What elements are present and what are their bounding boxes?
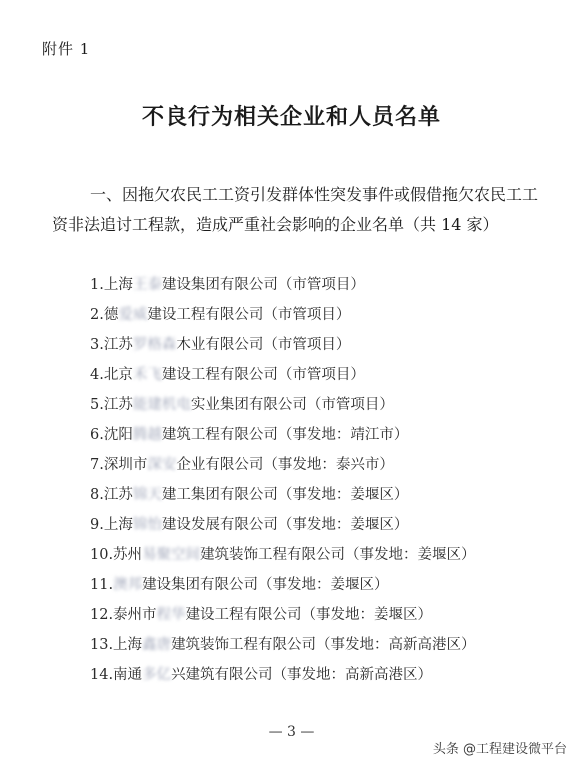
company-list-item <box>90 420 476 450</box>
company-list-item <box>90 600 476 630</box>
company-list-item <box>90 330 476 360</box>
company-name-redacted: 锦怡 <box>132 517 162 533</box>
company-list <box>90 270 476 690</box>
company-name-redacted: 爱威 <box>118 307 148 323</box>
company-list-item <box>90 270 476 300</box>
company-text-post: 兴建筑有限公司（事发地：高新高港区） <box>171 667 433 683</box>
company-name-redacted: 程华 <box>156 607 186 623</box>
company-text-post: 建设工程有限公司（事发地：姜堰区） <box>185 607 433 623</box>
company-name-redacted: 罗格森 <box>132 337 177 353</box>
company-text-post: 建设集团有限公司（事发地：姜堰区） <box>142 577 389 593</box>
document-title: 不良行为相关企业和人员名单 <box>141 104 441 130</box>
company-name-redacted: 鑫唐 <box>142 637 172 653</box>
company-text-pre: 11. <box>90 577 114 593</box>
company-text-post: 建设工程有限公司（市管项目） <box>161 367 365 383</box>
company-text-pre: 4.北京 <box>90 367 133 383</box>
company-name-redacted: 易聚空间 <box>142 547 201 563</box>
company-text-post: 建设发展有限公司（事发地：姜堰区） <box>161 517 409 533</box>
company-list-item <box>90 660 476 690</box>
company-text-pre: 5.江苏 <box>90 397 133 413</box>
company-list-item <box>90 390 476 420</box>
company-text-post: 建筑工程有限公司（事发地：靖江市） <box>161 427 409 443</box>
company-text-post: 建设工程有限公司（市管项目） <box>147 307 351 323</box>
company-list-item <box>90 360 476 390</box>
company-text-post: 企业有限公司（事发地：泰兴市） <box>176 457 394 473</box>
company-text-pre: 1.上海 <box>90 277 133 293</box>
section-heading: 一、因拖欠农民工工资引发群体性突发事件或假借拖欠农民工工资非法追讨工程款，造成严重社会影响的企业名单（共 14 家） <box>52 185 539 234</box>
attachment-label: 附件 1 <box>42 40 91 58</box>
company-list-item <box>90 450 476 480</box>
company-text-pre: 6.沈阳 <box>90 427 133 443</box>
company-name-redacted: 腾越 <box>132 427 162 443</box>
company-text-post: 实业集团有限公司（市管项目） <box>190 397 394 413</box>
company-list-item <box>90 300 476 330</box>
company-list-item <box>90 570 476 600</box>
company-text-pre: 3.江苏 <box>90 337 133 353</box>
page-number: — 3 — <box>268 724 315 740</box>
company-name-redacted: 能建机电 <box>132 397 191 413</box>
company-name-redacted: 王泰 <box>132 277 162 293</box>
company-text-pre: 8.江苏 <box>90 487 133 503</box>
company-text-post: 木业有限公司（市管项目） <box>176 337 351 353</box>
company-name-redacted: 澳邦 <box>113 577 143 593</box>
company-text-pre: 13.上海 <box>90 637 143 653</box>
company-text-pre: 14.南通 <box>90 667 143 683</box>
company-name-redacted: 锦天 <box>132 487 162 503</box>
company-name-redacted: 深安 <box>147 457 177 473</box>
company-list-item <box>90 480 476 510</box>
company-text-post: 建筑装饰工程有限公司（事发地：姜堰区） <box>200 547 476 563</box>
company-text-pre: 12.泰州市 <box>90 607 157 623</box>
company-list-item <box>90 630 476 660</box>
company-text-pre: 7.深圳市 <box>90 457 148 473</box>
company-text-post: 建设集团有限公司（市管项目） <box>161 277 365 293</box>
company-list-item <box>90 540 476 570</box>
company-text-pre: 9.上海 <box>90 517 133 533</box>
company-text-pre: 10.苏州 <box>90 547 143 563</box>
watermark: 头条 @工程建设微平台 <box>432 742 567 757</box>
company-list-item <box>90 510 476 540</box>
company-name-redacted: 多亿 <box>142 667 172 683</box>
company-text-post: 建工集团有限公司（事发地：姜堰区） <box>161 487 409 503</box>
company-name-redacted: 禾飞 <box>132 367 162 383</box>
company-text-pre: 2.德 <box>90 307 119 323</box>
company-text-post: 建筑装饰工程有限公司（事发地：高新高港区） <box>171 637 476 653</box>
